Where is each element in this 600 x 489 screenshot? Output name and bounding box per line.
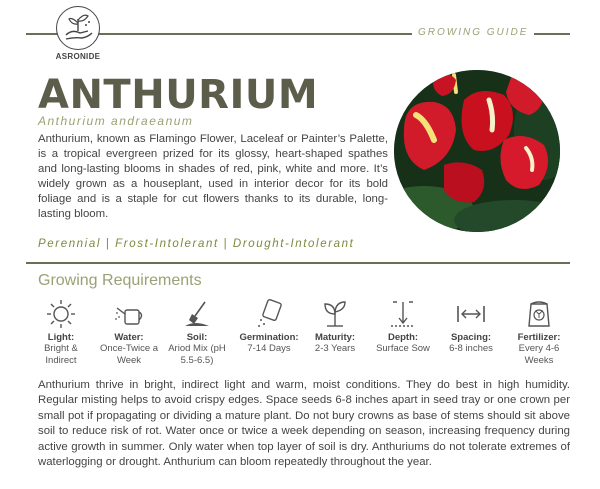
requirement-fertilizer	[506, 298, 572, 367]
anthurium-photo	[394, 70, 560, 232]
requirement-value: 6-8 inches	[449, 343, 493, 354]
sun-icon	[45, 298, 77, 330]
plant-hand-icon	[56, 6, 100, 50]
requirement-value: Once-Twice a Week	[99, 343, 159, 366]
requirement-label: Spacing:	[450, 332, 492, 343]
brand-logo	[48, 6, 108, 68]
section-divider	[26, 262, 570, 264]
plant-title: ANTHURIUM	[38, 72, 319, 118]
growing-instructions: Anthurium thrive in bright, indirect light and warm, moist conditions. They do best in high humidity. Regular misting helps to avoid crispy edges. Space seeds 6-8 inches apart in seed tray or one crown per small pot if propagating or dividing a mature plant. Do not bury crowns as base of stems should sit above soil to reduce risk of rot. Water once or twice a week depending on season, increasing frequency during active growth in summer. Only water when top layer of soil is dry. Anthuriums do not tolerate extremes of waterlogging or drought. Anthurium can bloom repeatedly throughout the year.	[38, 379, 570, 469]
requirement-light	[28, 298, 94, 367]
requirement-soil	[164, 298, 230, 367]
requirement-label: Light:	[47, 332, 75, 343]
growing-guide-label: GROWING GUIDE	[412, 27, 534, 38]
requirement-value: 7-14 Days	[247, 343, 291, 354]
sprout-icon	[319, 298, 351, 330]
plant-description: Anthurium, known as Flamingo Flower, Laceleaf or Painter’s Palette, is a tropical evergreen prized for its glossy, heart-shaped spathes and long-lasting blooms in shades of red, pink, white and more. It’s widely grown as a houseplant, used in interior decor for its bold foliage and is a staple for cut flowers thanks to its durable, long-lasting bloom.	[38, 133, 388, 220]
plant-tags: Perennial | Frost-Intolerant | Drought-Intolerant	[38, 238, 355, 250]
requirement-label: Maturity:	[314, 332, 356, 343]
depth-icon	[387, 298, 419, 330]
requirement-value: Bright & Indirect	[44, 343, 78, 366]
requirement-label: Depth:	[387, 332, 419, 343]
requirement-label: Water:	[114, 332, 144, 343]
requirement-value: Ariod Mix (pH 5.5-6.5)	[168, 343, 226, 366]
requirement-label: Soil:	[186, 332, 208, 343]
requirement-value: Every 4-6 Weeks	[518, 343, 560, 366]
requirement-label: Germination:	[239, 332, 299, 343]
requirement-value: 2-3 Years	[314, 343, 356, 354]
fertilizer-bag-icon	[523, 298, 555, 330]
requirement-value: Surface Sow	[376, 343, 430, 354]
brand-name: ASRONIDE	[55, 52, 101, 61]
shovel-icon	[181, 298, 213, 330]
requirements-title: Growing Requirements	[38, 272, 202, 289]
requirement-spacing	[438, 298, 504, 355]
requirement-maturity	[302, 298, 368, 355]
watering-can-icon	[113, 298, 145, 330]
requirement-water	[96, 298, 162, 367]
seed-packet-icon	[253, 298, 285, 330]
plant-latin-name: Anthurium andraeanum	[38, 114, 194, 128]
requirement-depth	[370, 298, 436, 355]
spacing-icon	[455, 298, 487, 330]
requirement-label: Fertilizer:	[517, 332, 561, 343]
requirement-germination	[236, 298, 302, 355]
